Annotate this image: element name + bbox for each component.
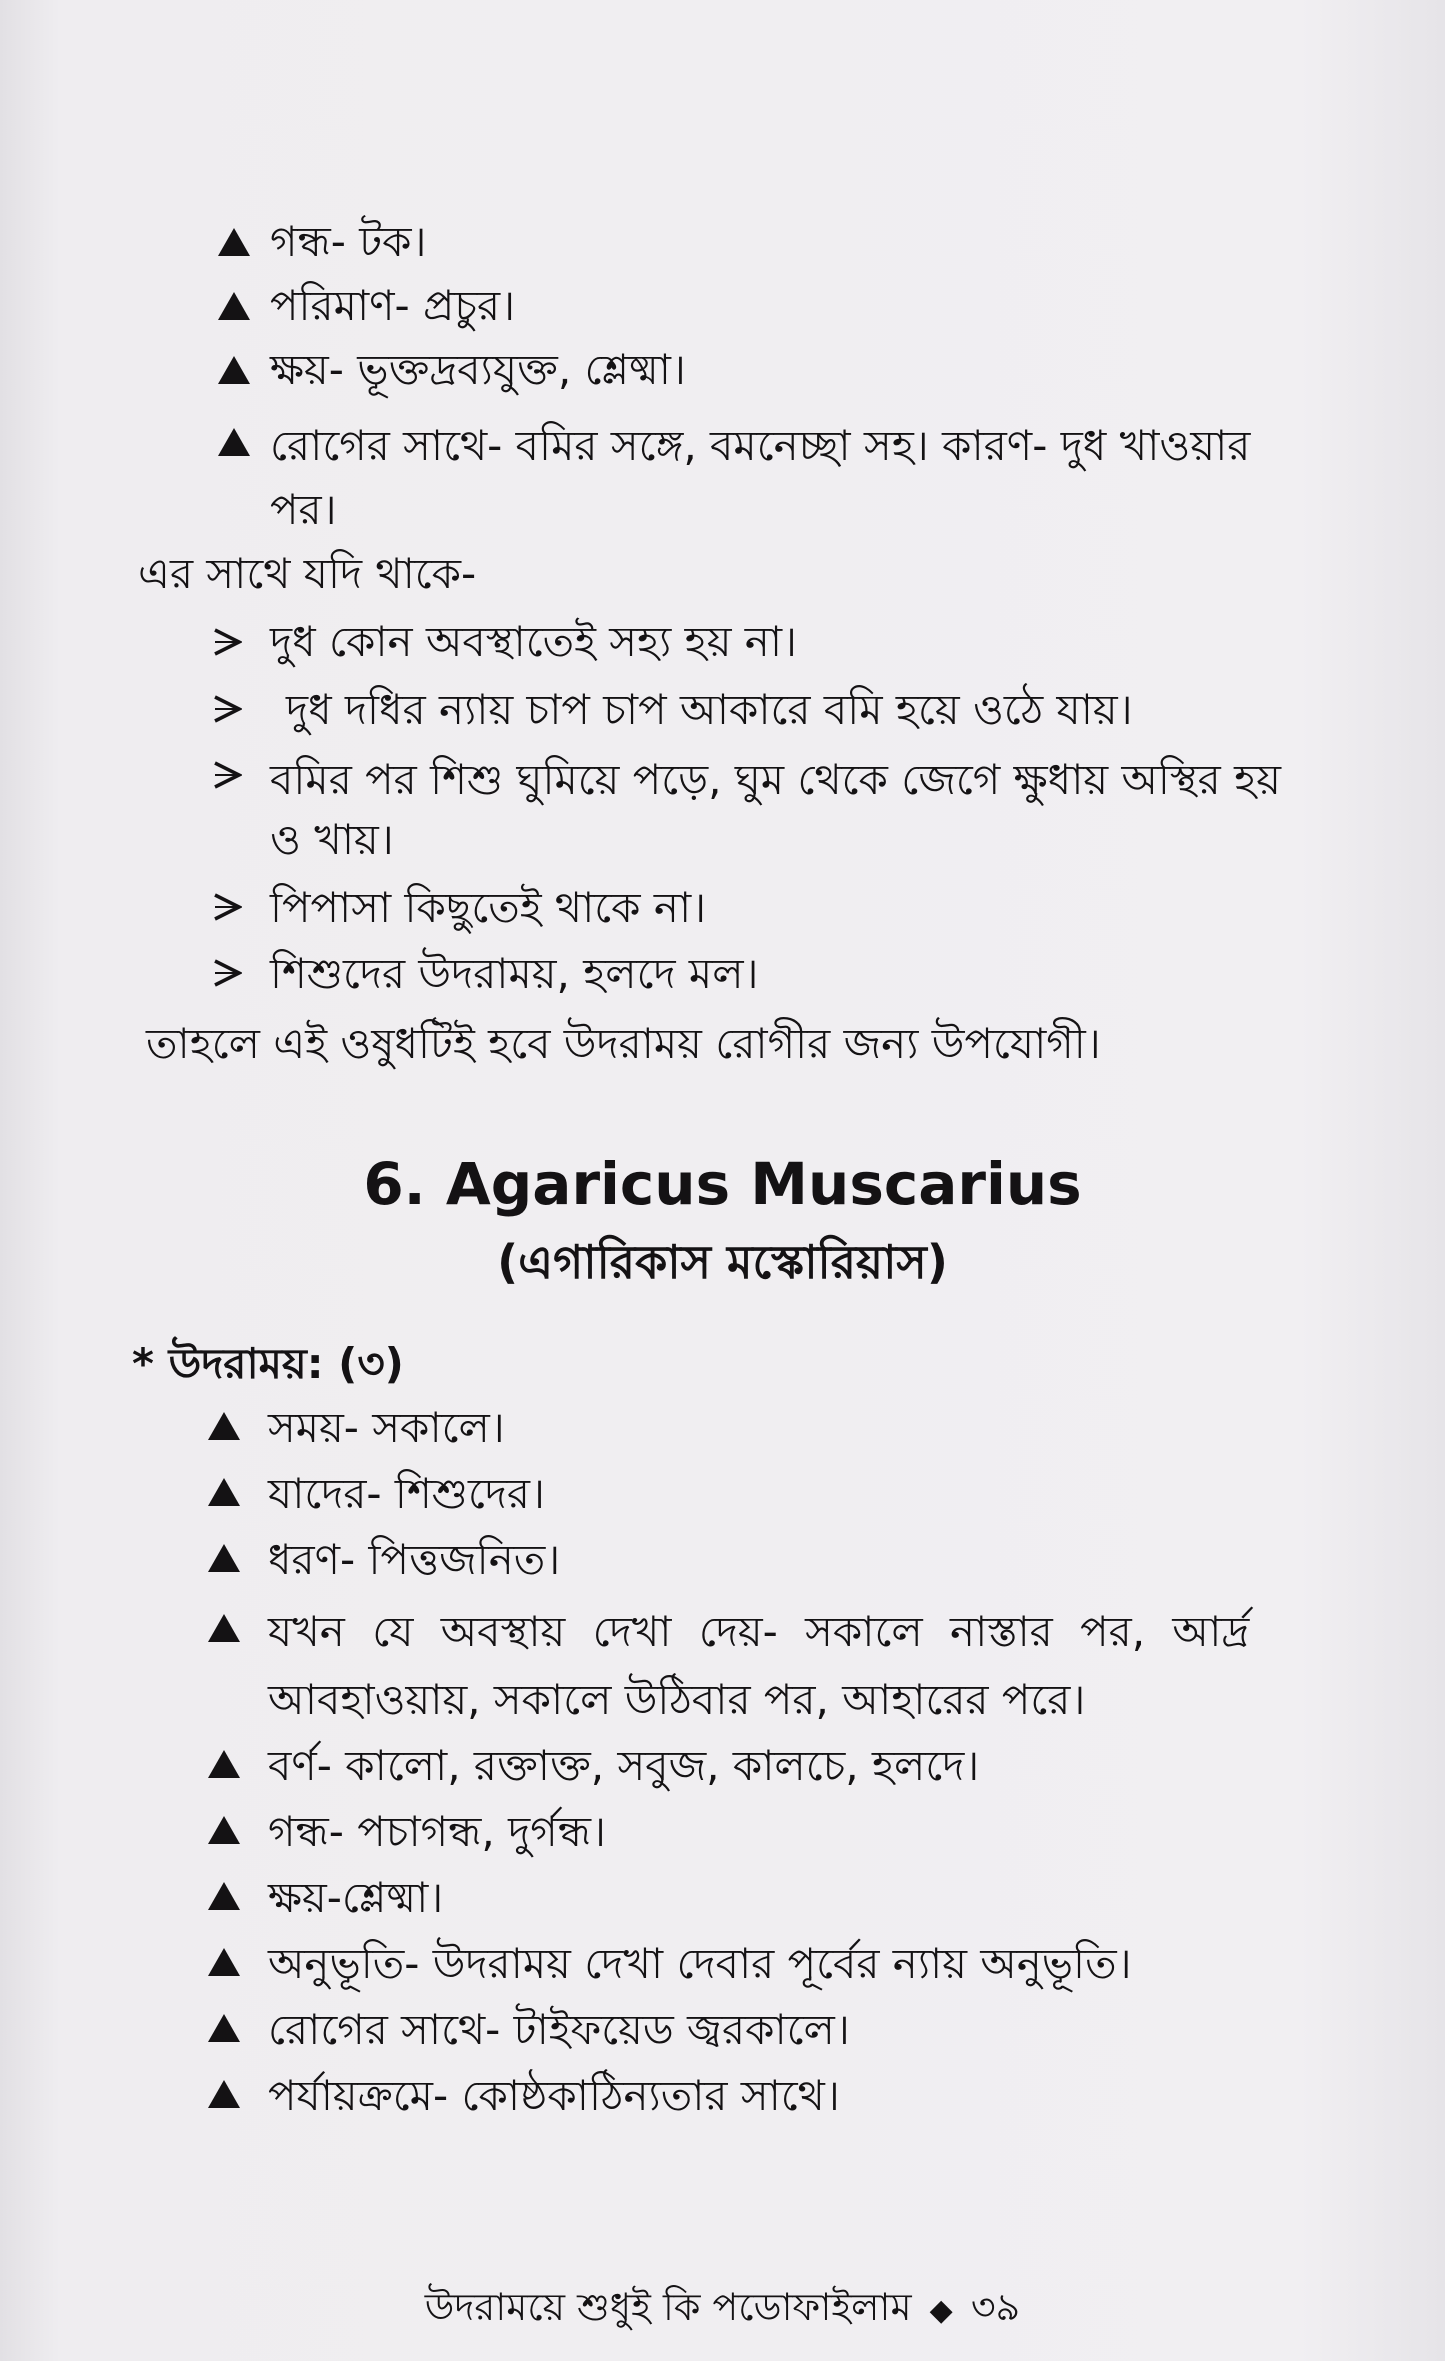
triangle-bullet-icon [208,1412,240,1440]
condition-line: শিশুদের উদরাময়, হলদে মল। [270,949,759,998]
triangle-bullet-icon [208,1478,240,1506]
symptom-line: পরিমাণ- প্রচুর। [270,281,516,330]
symptom-line: ক্ষয়-শ্লেষ্মা। [268,1873,444,1922]
symptom-line: গন্ধ- পচাগন্ধ, দুর্গন্ধ। [268,1807,607,1856]
symptom-line-continued: পর। [270,485,337,534]
triangle-bullet-icon [218,356,250,384]
triangle-bullet-icon [218,428,250,456]
section-subheading: * উদরাময়: (৩) [132,1339,404,1388]
condition-line-continued: ও খায়। [270,815,394,864]
symptom-line: বর্ণ- কালো, রক্তাক্ত, সবুজ, কালচে, হলদে। [268,1741,980,1790]
remedy-title-bengali: (এগারিকাস মস্কোরিয়াস) [497,1235,948,1289]
symptom-line: যখন যে অবস্থায় দেখা দেয়- সকালে নাস্তার পর, আর্দ্র [268,1607,1250,1656]
symptom-line: ক্ষয়- ভূক্তদ্রব্যযুক্ত, শ্লেষ্মা। [270,345,686,394]
remedy-title-english: 6. Agaricus Muscarius [363,1150,1082,1218]
triangle-bullet-icon [208,1948,240,1976]
conclusion-line: তাহলে এই ওষুধটিই হবে উদরাময় রোগীর জন্য উপযোগী। [146,1019,1101,1068]
condition-line: দুধ দধির ন্যায় চাপ চাপ আকারে বমি হয়ে ওঠে যায়। [286,685,1133,734]
triangle-bullet-icon [208,1816,240,1844]
triangle-bullet-icon [208,1614,240,1642]
triangle-bullet-icon [208,2080,240,2108]
arrow-bullet-icon [212,958,242,988]
symptom-line: যাদের- শিশুদের। [268,1469,546,1518]
symptom-line: পর্যায়ক্রমে- কোষ্ঠকাঠিন্যতার সাথে। [268,2071,840,2120]
page-number: ৩৯ [970,2285,1021,2329]
triangle-bullet-icon [218,292,250,320]
symptom-line: সময়- সকালে। [268,1403,505,1452]
condition-line: দুধ কোন অবস্থাতেই সহ্য হয় না। [270,617,798,666]
triangle-bullet-icon [208,2014,240,2042]
book-title: উদরাময়ে শুধুই কি পডোফাইলাম [424,2285,912,2329]
arrow-bullet-icon [212,760,242,790]
symptom-line: রোগের সাথে- বমির সঙ্গে, বমনেচ্ছা সহ। কারণ- দুধ খাওয়ার [270,421,1251,470]
triangle-bullet-icon [208,1882,240,1910]
condition-line: বমির পর শিশু ঘুমিয়ে পড়ে, ঘুম থেকে জেগে ক্ষুধায় অস্থির হয় [270,755,1281,804]
condition-line: পিপাসা কিছুতেই থাকে না। [270,883,707,932]
triangle-bullet-icon [208,1544,240,1572]
symptom-line: ধরণ- পিত্তজনিত। [268,1535,561,1584]
symptom-line-continued: আবহাওয়ায়, সকালে উঠিবার পর, আহারের পরে। [268,1675,1086,1724]
diamond-icon: ◆ [929,2293,953,2328]
triangle-bullet-icon [218,228,250,256]
triangle-bullet-icon [208,1750,240,1778]
arrow-bullet-icon [212,627,242,657]
arrow-bullet-icon [212,694,242,724]
symptom-line: রোগের সাথে- টাইফয়েড জ্বরকালে। [268,2005,850,2054]
condition-intro: এর সাথে যদি থাকে- [138,549,477,598]
arrow-bullet-icon [212,892,242,922]
symptom-line: গন্ধ- টক। [270,217,427,266]
symptom-line: অনুভূতি- উদরাময় দেখা দেবার পূর্বের ন্যায় অনুভূতি। [268,1939,1132,1988]
page-footer [0,2282,1445,2336]
